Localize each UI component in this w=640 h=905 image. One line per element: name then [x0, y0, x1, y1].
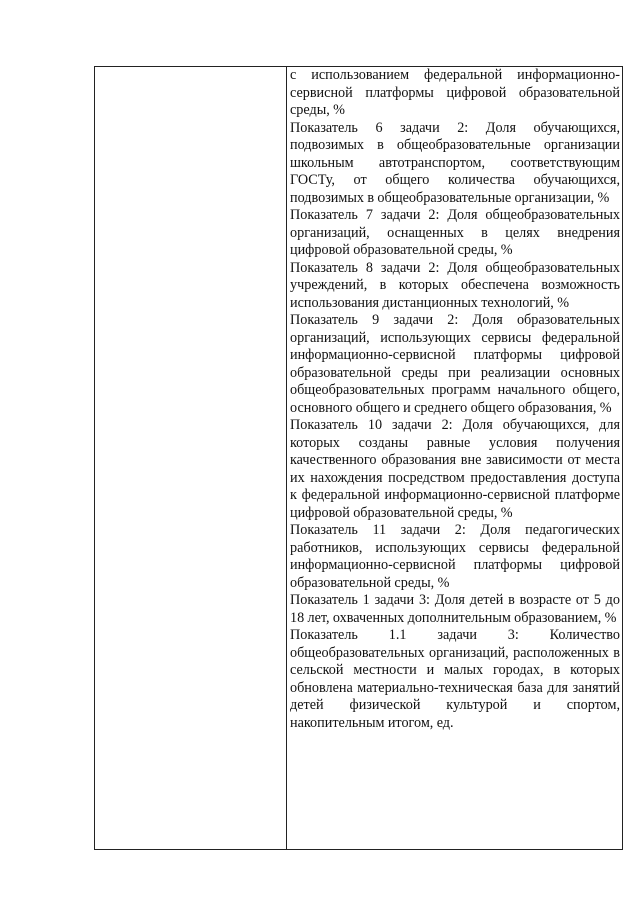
paragraph-indicator-1-1-task-3: Показатель 1.1 задачи 3: Количество общеобразовательных организаций, расположенных в сельской местности и малых городах, в которых обновлена материально-техническая база для занятий детей физической культурой и спортом, накопительным итогом, ед. — [290, 627, 620, 731]
table-column-left — [95, 67, 287, 849]
paragraph-indicator-11-task-2: Показатель 11 задачи 2: Доля педагогических работников, использующих сервисы федеральной информационно-сервисной платформы цифровой образовательной среды, % — [290, 522, 620, 591]
paragraph-indicator-8-task-2: Показатель 8 задачи 2: Доля общеобразовательных учреждений, в которых обеспечена возможность использования дистанционных технологий, % — [290, 259, 620, 311]
paragraph-continuation: с использованием федеральной информационно-сервисной платформы цифровой образовательной среды, % — [290, 67, 620, 118]
paragraph-indicator-1-task-3: Показатель 1 задачи 3: Доля детей в возрасте от 5 до 18 лет, охваченных дополнительным образованием, % — [290, 592, 620, 626]
paragraph-indicator-7-task-2: Показатель 7 задачи 2: Доля общеобразовательных организаций, оснащенных в целях внедрения цифровой образовательной среды, % — [290, 207, 620, 258]
paragraph-indicator-10-task-2: Показатель 10 задачи 2: Доля обучающихся, для которых созданы равные условия получения качественного образования вне зависимости от места их нахождения посредством предоставления доступа к федеральной информационно-сервисной платформе цифровой образовательной среды, % — [290, 417, 620, 521]
paragraph-indicator-9-task-2: Показатель 9 задачи 2: Доля образовательных организаций, использующих сервисы федеральной информационно-сервисной платформы цифровой образовательной среды при реализации основных общеобразовательных программ начального общего, основного общего и среднего общего образования, % — [290, 312, 620, 416]
paragraph-indicator-6-task-2: Показатель 6 задачи 2: Доля обучающихся, подвозимых в общеобразовательные организации школьным автотранспортом, соответствующим ГОСТу, от общего количества обучающихся, подвозимых в общеобразовательные организации, % — [290, 119, 620, 206]
indicator-table — [94, 66, 623, 850]
table-column-right — [288, 67, 622, 849]
